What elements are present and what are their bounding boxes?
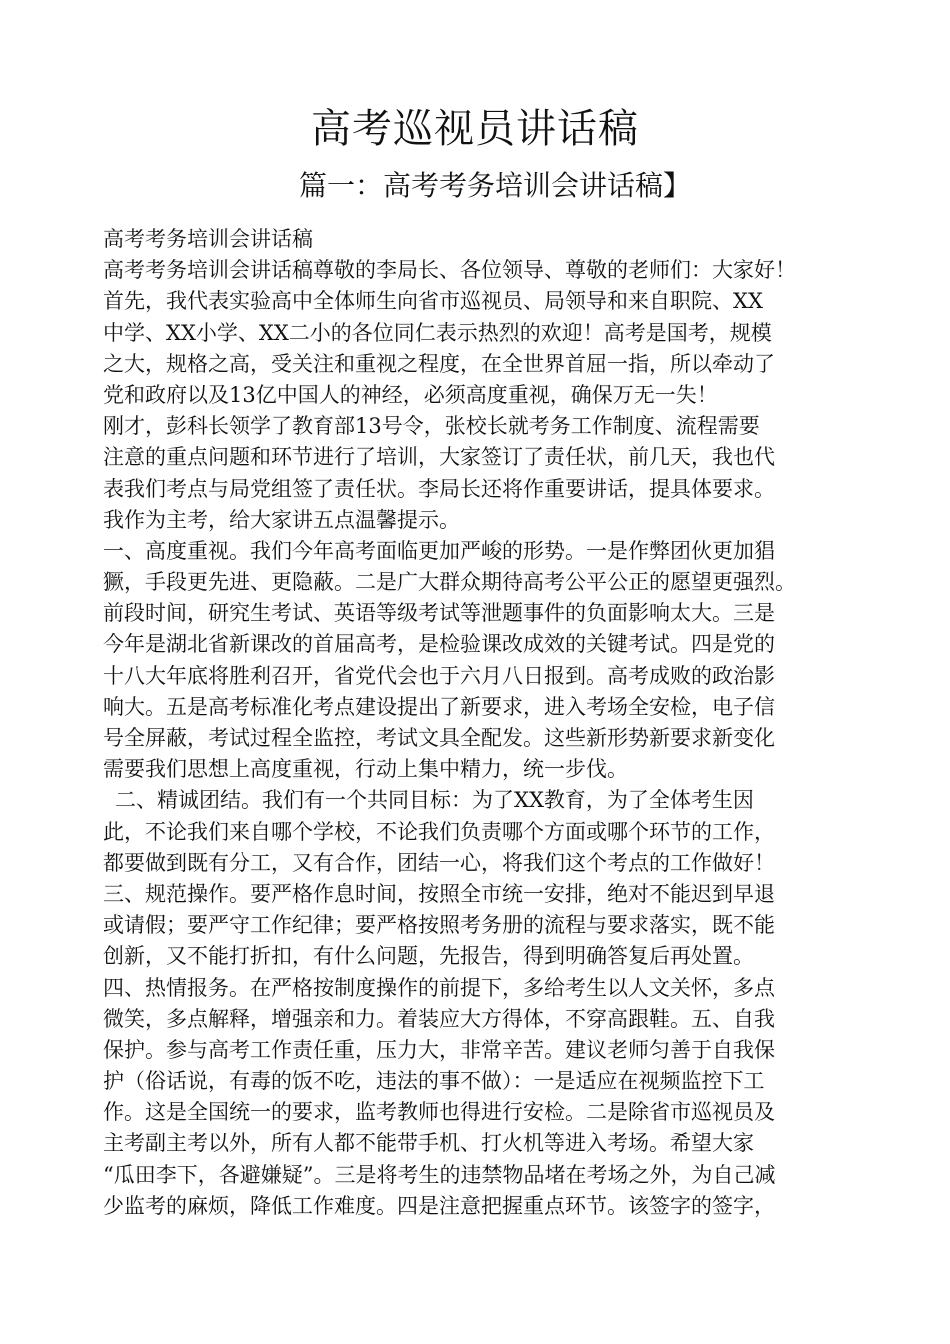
body-line: 护（俗话说，有毒的饭不吃，违法的事不做）：一是适应在视频监控下工	[103, 1069, 765, 1094]
body-line: 四、热情报务。在严格按制度操作的前提下，多给考生以人文关怀，多点	[103, 975, 775, 1000]
document-subtitle: 篇一：高考考务培训会讲话稿】	[298, 169, 691, 202]
body-line: 高考考务培训会讲话稿	[103, 227, 313, 251]
body-line: 或请假；要严守工作纪律；要严格按照考务册的流程与要求落实，既不能	[103, 913, 775, 938]
body-line: 一、高度重视。我们今年高考面临更加严峻的形势。一是作弊团伙更加猖	[103, 538, 775, 563]
body-line: 创新，又不能打折扣，有什么问题，先报告，得到明确答复后再处置。	[103, 944, 754, 969]
document-title: 高考巡视员讲话稿	[311, 106, 639, 152]
body-line: 表我们考点与局党组签了责任状。李局长还将作重要讲话，提具体要求。	[103, 476, 775, 501]
body-line: 刚才，彭科长领学了教育部13号令，张校长就考务工作制度、流程需要	[103, 414, 760, 439]
body-line: 作。这是全国统一的要求，监考教师也得进行安检。二是除省市巡视员及	[103, 1100, 775, 1125]
body-line: 此，不论我们来自哪个学校，不论我们负责哪个方面或哪个环节的工作，	[103, 819, 775, 844]
body-line: 主考副主考以外，所有人都不能带手机、打火机等进入考场。希望大家	[103, 1131, 754, 1156]
body-line: 都要做到既有分工，又有合作，团结一心，将我们这个考点的工作做好！	[103, 850, 775, 875]
body-line: 党和政府以及13亿中国人的神经，必须高度重视，确保万无一失！	[103, 382, 718, 407]
body-line: 三、规范操作。要严格作息时间，按照全市统一安排，绝对不能迟到早退	[103, 881, 775, 906]
body-line: 首先，我代表实验高中全体师生向省市巡视员、局领导和来自职院、XX	[103, 289, 763, 314]
body-line: 十八大年底将胜利召开，省党代会也于六月八日报到。高考成败的政治影	[103, 663, 775, 688]
body-line: 前段时间，研究生考试、英语等级考试等泄题事件的负面影响太大。三是	[103, 601, 775, 626]
body-line: 需要我们思想上高度重视，行动上集中精力，统一步伐。	[103, 757, 628, 782]
body-line: 中学、XX小学、XX二小的各位同仁表示热烈的欢迎！高考是国考，规模	[103, 320, 772, 345]
body-line: 之大，规格之高，受关注和重视之程度，在全世界首屈一指，所以牵动了	[103, 351, 775, 376]
body-line: 少监考的麻烦，降低工作难度。四是注意把握重点环节。该签字的签字，	[103, 1193, 775, 1218]
body-line: 今年是湖北省新课改的首届高考，是检验课改成效的关键考试。四是党的	[103, 632, 775, 657]
body-line: 号全屏蔽，考试过程全监控，考试文具全配发。这些新形势新要求新变化	[103, 726, 775, 750]
body-line: 注意的重点问题和环节进行了培训，大家签订了责任状，前几天，我也代	[103, 445, 775, 470]
body-line: 高考考务培训会讲话稿尊敬的李局长、各位领导、尊敬的老师们：大家好！	[103, 258, 796, 283]
body-line: 微笑，多点解释，增强亲和力。着装应大方得体，不穿高跟鞋。五、自我	[103, 1006, 775, 1031]
document-body	[103, 224, 883, 1222]
body-line: 响大。五是高考标准化考点建设提出了新要求，进入考场全安检，电子信	[103, 694, 775, 719]
body-line: 保护。参与高考工作责任重，压力大，非常辛苦。建议老师匀善于自我保	[103, 1037, 775, 1062]
body-line: 我作为主考，给大家讲五点温馨提示。	[103, 507, 460, 532]
body-line: 二、精诚团结。我们有一个共同目标：为了XX教育，为了全体考生因	[115, 788, 754, 813]
body-line: “瓜田李下，各避嫌疑”。三是将考生的违禁物品堵在考场之外，为自己减	[103, 1162, 776, 1187]
body-line: 獗，手段更先进、更隐蔽。二是广大群众期待高考公平公正的愿望更强烈。	[103, 570, 796, 595]
